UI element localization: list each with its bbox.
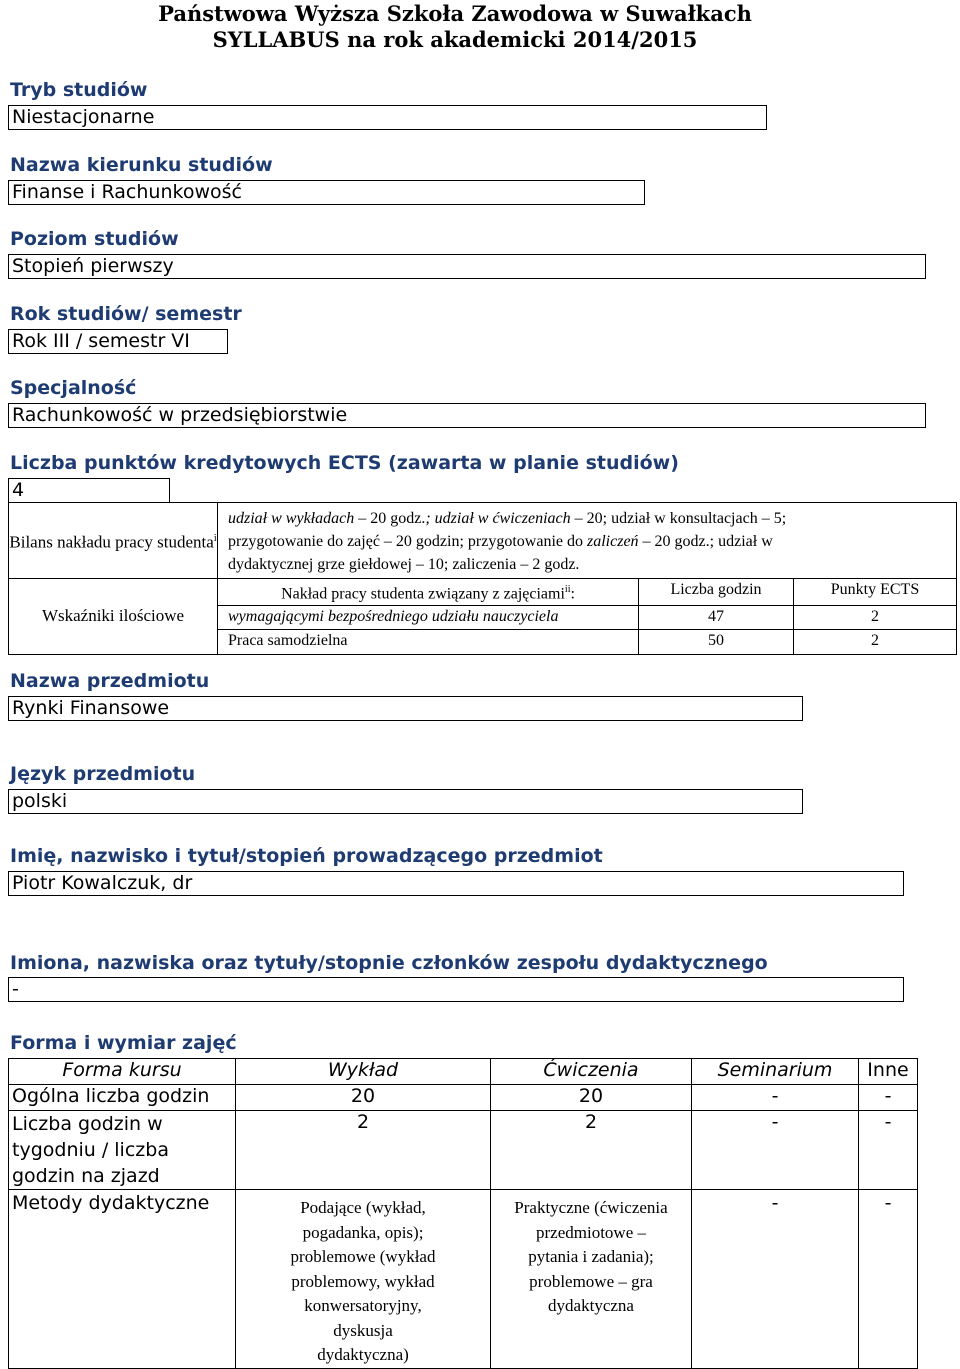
bilans-wyklad-hours: – 20 godz.: [354, 510, 426, 527]
zespol-value: -: [8, 977, 904, 1002]
wskazniki-header-2: Liczba godzin: [639, 579, 794, 606]
forma-row3-wyklad: Podające (wykład, pogadanka, opis); problemowe (wykład problemowy, wykład konwersatoryjny, dyskusja dydaktyczna): [236, 1190, 491, 1369]
forma-header-seminarium: Seminarium: [692, 1059, 859, 1085]
bilans-line2-a: przygotowanie do zajęć – 20 godzin; przygotowanie do: [228, 533, 587, 550]
prowadzacy-value: Piotr Kowalczuk, dr: [8, 871, 904, 896]
jezyk-value: polski: [8, 789, 803, 814]
tryb-value: Niestacjonarne: [8, 105, 767, 130]
wskazniki-label: Wskaźniki ilościowe: [41, 606, 185, 626]
bilans-label: Bilans nakładu pracy studenta: [9, 532, 214, 552]
rok-value: Rok III / semestr VI: [8, 329, 228, 354]
wskazniki-row-1-ects: 2: [794, 606, 957, 630]
wskazniki-footnote: ii: [564, 584, 571, 595]
nazwa-przedmiotu-value: Rynki Finansowe: [8, 696, 803, 721]
wskazniki-row-2-ects: 2: [794, 630, 957, 654]
wskazniki-row-2-hours: 50: [639, 630, 794, 654]
forma-header-inne: Inne: [859, 1059, 918, 1085]
forma-header-cwiczenia: Ćwiczenia: [491, 1059, 692, 1085]
bilans-wyklad-label: udział w wykładach: [228, 510, 355, 527]
forma-label: Forma i wymiar zajęć: [10, 1032, 237, 1054]
forma-row2-wyklad: 2: [236, 1111, 491, 1190]
bilans-label-cell: [9, 503, 218, 579]
forma-header-kurs: Forma kursu: [9, 1059, 236, 1085]
kierunek-value: Finanse i Rachunkowość: [8, 180, 645, 205]
wskazniki-inner-table: [218, 579, 956, 654]
bilans-line3: dydaktycznej grze giełdowej – 10; zaliczenia – 2 godz.: [228, 556, 580, 573]
zespol-label: Imiona, nazwiska oraz tytuły/stopnie członków zespołu dydaktycznego: [10, 952, 768, 974]
forma-row1-wyklad: 20: [236, 1085, 491, 1111]
tryb-label: Tryb studiów: [10, 79, 148, 101]
bilans-table: [8, 502, 957, 655]
kierunek-label: Nazwa kierunku studiów: [10, 154, 273, 176]
forma-header-wyklad: Wykład: [236, 1059, 491, 1085]
forma-row2-inne: -: [859, 1111, 918, 1190]
bilans-line1-rest: – 20; udział w konsultacjach – 5;: [570, 510, 787, 527]
forma-row1-inne: -: [859, 1085, 918, 1111]
forma-row1-cwiczenia: 20: [491, 1085, 692, 1111]
forma-row3-seminarium: -: [692, 1190, 859, 1369]
forma-row3-inne: -: [859, 1190, 918, 1369]
specjalnosc-value: Rachunkowość w przedsiębiorstwie: [8, 403, 926, 428]
forma-row1-label: Ogólna liczba godzin: [9, 1085, 236, 1111]
wskazniki-colon: :: [570, 585, 575, 603]
nazwa-przedmiotu-label: Nazwa przedmiotu: [10, 670, 210, 692]
wskazniki-header-1-text: Nakład pracy studenta związany z zajęciami: [281, 585, 565, 603]
institution-title: Państwowa Wyższa Szkoła Zawodowa w Suwałkach: [158, 1, 752, 26]
wskazniki-header-3: Punkty ECTS: [794, 579, 957, 606]
forma-row3-label: Metody dydaktyczne: [9, 1190, 236, 1369]
wskazniki-label-cell: [9, 579, 218, 655]
bilans-footnote: i: [213, 532, 217, 544]
forma-row2-cwiczenia: 2: [491, 1111, 692, 1190]
syllabus-title: SYLLABUS na rok akademicki 2014/2015: [212, 27, 698, 52]
specjalnosc-label: Specjalność: [10, 377, 137, 399]
forma-row2-label: Liczba godzin w tygodniu / liczba godzin na zjazd: [9, 1111, 236, 1190]
poziom-label: Poziom studiów: [10, 228, 179, 250]
forma-row3-cwiczenia: Praktyczne (ćwiczenia przedmiotowe – pytania i zadania); problemowe – gra dydaktyczna: [491, 1190, 692, 1369]
forma-table: [8, 1058, 918, 1369]
bilans-line2-b: zaliczeń: [587, 533, 639, 550]
wskazniki-row-1-hours: 47: [639, 606, 794, 630]
wskazniki-header-1: [218, 579, 639, 606]
wskazniki-row-1-name: wymagającymi bezpośredniego udziału nauczyciela: [218, 606, 639, 630]
bilans-line2-c: – 20 godz.; udział w: [638, 533, 773, 550]
bilans-text-cell: [218, 503, 957, 579]
wskazniki-cell: [218, 579, 957, 655]
ects-label: Liczba punktów kredytowych ECTS (zawarta w planie studiów): [10, 452, 679, 474]
jezyk-label: Język przedmiotu: [10, 763, 196, 785]
prowadzacy-label: Imię, nazwisko i tytuł/stopień prowadzącego przedmiot: [10, 845, 603, 867]
forma-row2-seminarium: -: [692, 1111, 859, 1190]
bilans-cwiczenia-label: ; udział w ćwiczeniach: [425, 510, 571, 527]
rok-label: Rok studiów/ semestr: [10, 303, 242, 325]
wskazniki-row-2-name: Praca samodzielna: [218, 630, 639, 654]
poziom-value: Stopień pierwszy: [8, 254, 926, 279]
forma-row1-seminarium: -: [692, 1085, 859, 1111]
ects-value: 4: [8, 478, 170, 503]
